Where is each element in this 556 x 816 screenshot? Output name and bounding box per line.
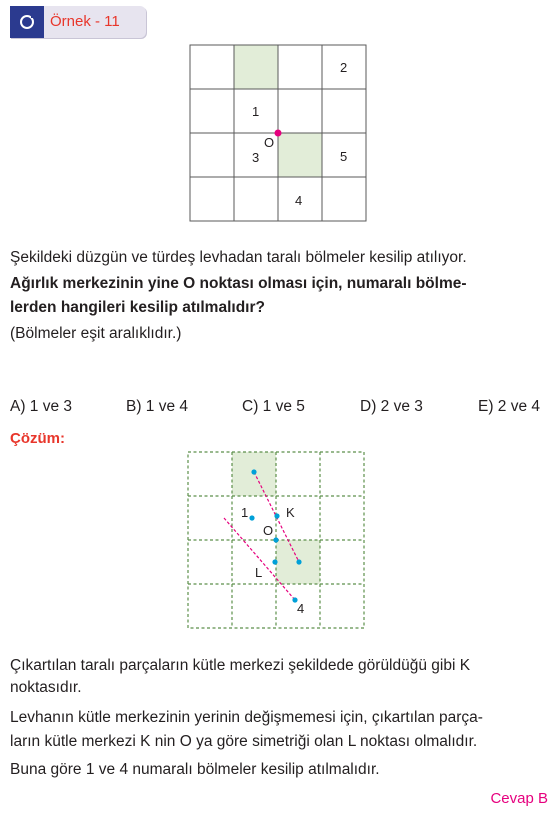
option-a: A) 1 ve 3 <box>10 398 73 415</box>
solution-label-k: K <box>286 505 295 520</box>
solution-p1-line2: noktasıdır. <box>10 679 82 696</box>
question-line-1: Şekildeki düzgün ve türdeş levhadan taralı bölmeler kesilip atılıyor. <box>10 249 467 266</box>
cell-label-1: 1 <box>252 104 260 119</box>
solution-label-o: O <box>263 523 274 538</box>
dot-shaded-top-center <box>251 469 256 474</box>
question-note: (Bölmeler eşit aralıklıdır.) <box>10 325 182 342</box>
solution-p2-line2: ların kütle merkezi K nin O ya göre simetriği olan L noktası olmalıdır. <box>10 733 478 750</box>
example-icon <box>10 6 44 38</box>
dot-l <box>272 559 277 564</box>
dot-shaded-center-center <box>296 559 301 564</box>
dot-k <box>274 513 279 518</box>
cell-label-3: 3 <box>252 150 260 165</box>
center-point-o <box>275 130 282 137</box>
answer-text: Cevap B <box>490 790 548 807</box>
solution-p3: Buna göre 1 ve 4 numaralı bölmeler kesilip atılmalıdır. <box>10 761 380 778</box>
point-label-o: O <box>264 135 275 150</box>
example-title: Örnek - 11 <box>50 13 120 30</box>
question-bold-1: Ağırlık merkezinin yine O noktası olması için, numaralı bölme- <box>10 275 467 292</box>
cell-label-5: 5 <box>340 149 348 164</box>
solution-grid-figure <box>187 450 367 632</box>
option-e: E) 2 ve 4 <box>478 398 541 415</box>
solution-label-l: L <box>255 565 263 580</box>
solution-label-4: 4 <box>297 601 305 616</box>
option-c: C) 1 ve 5 <box>242 398 305 415</box>
dot-o <box>273 537 278 542</box>
cell-label-2: 2 <box>340 60 348 75</box>
solution-heading: Çözüm: <box>10 430 65 447</box>
solution-label-1: 1 <box>241 505 249 520</box>
shaded-cell-top <box>234 45 278 89</box>
option-d: D) 2 ve 3 <box>360 398 423 415</box>
dot-cell-1-center <box>249 515 254 520</box>
solution-p2-line1: Levhanın kütle merkezinin yerinin değişmemesi için, çıkartılan parça- <box>10 709 483 726</box>
shaded-cell-center <box>278 133 322 177</box>
question-bold-2: lerden hangileri kesilip atılmalıdır? <box>10 299 265 316</box>
cell-label-4: 4 <box>295 193 303 208</box>
solution-p1-line1: Çıkartılan taralı parçaların kütle merkezi şekildede görüldüğü gibi K <box>10 657 471 674</box>
option-b: B) 1 ve 4 <box>126 398 189 415</box>
